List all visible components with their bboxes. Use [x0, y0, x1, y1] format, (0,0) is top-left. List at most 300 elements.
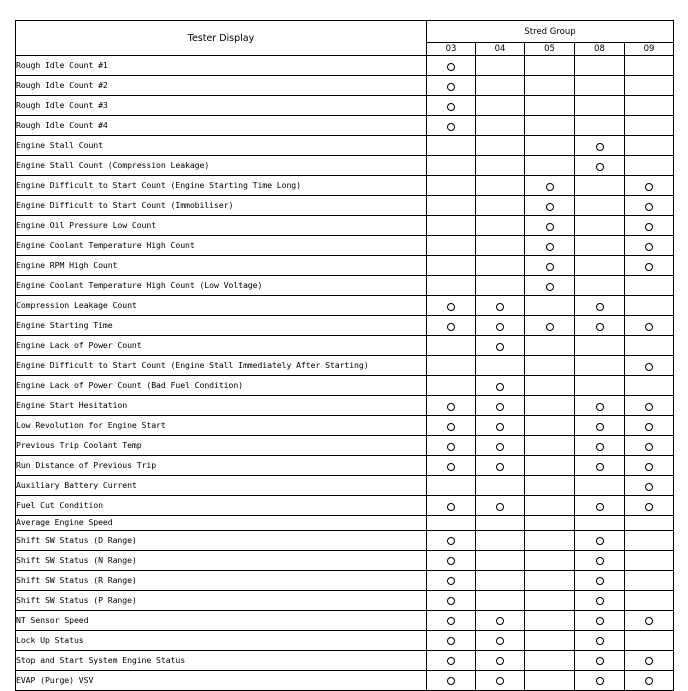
mark-cell-08: [575, 416, 625, 436]
table-row: [16, 610, 674, 630]
mark-cell-03: [427, 356, 476, 376]
row-label: Run Distance of Previous Trip: [16, 456, 427, 476]
mark-cell-04: [476, 376, 525, 396]
row-label: Compression Leakage Count: [16, 296, 427, 316]
row-label: Engine Stall Count (Compression Leakage): [16, 156, 427, 176]
mark-cell-04: [476, 116, 525, 136]
mark-cell-04: [476, 156, 525, 176]
mark-cell-09: [625, 516, 674, 531]
applicable-circle-icon: [596, 443, 604, 451]
row-label: Shift SW Status (R Range): [16, 570, 427, 590]
mark-cell-09: [625, 670, 674, 690]
mark-cell-03: [427, 530, 476, 550]
mark-cell-08: [575, 136, 625, 156]
mark-cell-03: [427, 570, 476, 590]
mark-cell-04: [476, 136, 525, 156]
mark-cell-08: [575, 296, 625, 316]
applicable-circle-icon: [596, 537, 604, 545]
row-label: Engine Starting Time: [16, 316, 427, 336]
mark-cell-09: [625, 610, 674, 630]
mark-cell-04: [476, 216, 525, 236]
applicable-circle-icon: [596, 677, 604, 685]
applicable-circle-icon: [645, 223, 653, 231]
table-row: [16, 376, 674, 396]
mark-cell-03: [427, 396, 476, 416]
table-row: [16, 276, 674, 296]
table-row: [16, 650, 674, 670]
applicable-circle-icon: [645, 617, 653, 625]
mark-cell-09: [625, 56, 674, 76]
applicable-circle-icon: [596, 577, 604, 585]
applicable-circle-icon: [447, 597, 455, 605]
mark-cell-04: [476, 436, 525, 456]
mark-cell-09: [625, 456, 674, 476]
row-label: Engine Coolant Temperature High Count (Low Voltage): [16, 276, 427, 296]
applicable-circle-icon: [596, 423, 604, 431]
mark-cell-05: [525, 456, 575, 476]
mark-cell-09: [625, 296, 674, 316]
applicable-circle-icon: [447, 537, 455, 545]
table-row: [16, 496, 674, 516]
applicable-circle-icon: [447, 463, 455, 471]
mark-cell-08: [575, 196, 625, 216]
row-label: Average Engine Speed: [16, 516, 427, 531]
applicable-circle-icon: [546, 283, 554, 291]
tester-display-header: Tester Display: [16, 21, 427, 56]
mark-cell-08: [575, 376, 625, 396]
row-label: Engine RPM High Count: [16, 256, 427, 276]
table-row: [16, 316, 674, 336]
mark-cell-08: [575, 456, 625, 476]
mark-cell-09: [625, 76, 674, 96]
mark-cell-08: [575, 116, 625, 136]
group-code-header: 08: [575, 43, 625, 56]
applicable-circle-icon: [496, 657, 504, 665]
applicable-circle-icon: [447, 677, 455, 685]
mark-cell-09: [625, 316, 674, 336]
mark-cell-03: [427, 590, 476, 610]
applicable-circle-icon: [496, 503, 504, 511]
applicable-circle-icon: [596, 403, 604, 411]
mark-cell-04: [476, 630, 525, 650]
row-label: Engine Start Hesitation: [16, 396, 427, 416]
table-row: [16, 550, 674, 570]
row-label: Shift SW Status (N Range): [16, 550, 427, 570]
mark-cell-08: [575, 396, 625, 416]
applicable-circle-icon: [645, 323, 653, 331]
table-row: [16, 296, 674, 316]
applicable-circle-icon: [645, 183, 653, 191]
mark-cell-04: [476, 256, 525, 276]
mark-cell-05: [525, 316, 575, 336]
table-row: [16, 356, 674, 376]
mark-cell-03: [427, 496, 476, 516]
applicable-circle-icon: [496, 383, 504, 391]
mark-cell-03: [427, 476, 476, 496]
table-row: [16, 76, 674, 96]
mark-cell-08: [575, 570, 625, 590]
applicable-circle-icon: [546, 243, 554, 251]
applicable-circle-icon: [596, 503, 604, 511]
mark-cell-09: [625, 356, 674, 376]
applicable-circle-icon: [596, 657, 604, 665]
applicable-circle-icon: [447, 577, 455, 585]
mark-cell-04: [476, 570, 525, 590]
mark-cell-03: [427, 196, 476, 216]
mark-cell-04: [476, 456, 525, 476]
mark-cell-08: [575, 336, 625, 356]
mark-cell-08: [575, 216, 625, 236]
mark-cell-08: [575, 276, 625, 296]
mark-cell-03: [427, 116, 476, 136]
applicable-circle-icon: [447, 83, 455, 91]
mark-cell-04: [476, 496, 525, 516]
mark-cell-05: [525, 376, 575, 396]
mark-cell-09: [625, 276, 674, 296]
mark-cell-08: [575, 56, 625, 76]
row-label: Engine Difficult to Start Count (Engine Stall Immediately After Starting): [16, 356, 427, 376]
mark-cell-09: [625, 630, 674, 650]
mark-cell-08: [575, 550, 625, 570]
mark-cell-03: [427, 316, 476, 336]
mark-cell-09: [625, 436, 674, 456]
applicable-circle-icon: [546, 203, 554, 211]
mark-cell-04: [476, 670, 525, 690]
row-label: Auxiliary Battery Current: [16, 476, 427, 496]
mark-cell-04: [476, 550, 525, 570]
applicable-circle-icon: [645, 657, 653, 665]
applicable-circle-icon: [596, 163, 604, 171]
mark-cell-04: [476, 356, 525, 376]
applicable-circle-icon: [546, 323, 554, 331]
applicable-circle-icon: [496, 677, 504, 685]
mark-cell-09: [625, 236, 674, 256]
applicable-circle-icon: [496, 443, 504, 451]
applicable-circle-icon: [447, 657, 455, 665]
table-row: [16, 136, 674, 156]
mark-cell-09: [625, 116, 674, 136]
mark-cell-03: [427, 516, 476, 531]
table-row: [16, 530, 674, 550]
row-label: EVAP (Purge) VSV: [16, 670, 427, 690]
mark-cell-04: [476, 56, 525, 76]
table-row: [16, 176, 674, 196]
mark-cell-08: [575, 590, 625, 610]
mark-cell-05: [525, 296, 575, 316]
mark-cell-09: [625, 496, 674, 516]
mark-cell-05: [525, 610, 575, 630]
mark-cell-04: [476, 96, 525, 116]
mark-cell-05: [525, 670, 575, 690]
mark-cell-03: [427, 630, 476, 650]
applicable-circle-icon: [645, 403, 653, 411]
applicable-circle-icon: [596, 303, 604, 311]
mark-cell-04: [476, 396, 525, 416]
mark-cell-08: [575, 530, 625, 550]
mark-cell-03: [427, 336, 476, 356]
mark-cell-04: [476, 476, 525, 496]
mark-cell-03: [427, 96, 476, 116]
mark-cell-05: [525, 496, 575, 516]
table-row: [16, 570, 674, 590]
mark-cell-05: [525, 196, 575, 216]
row-label: Engine Oil Pressure Low Count: [16, 216, 427, 236]
mark-cell-09: [625, 396, 674, 416]
mark-cell-08: [575, 436, 625, 456]
mark-cell-05: [525, 56, 575, 76]
mark-cell-04: [476, 236, 525, 256]
mark-cell-03: [427, 296, 476, 316]
applicable-circle-icon: [496, 343, 504, 351]
mark-cell-08: [575, 356, 625, 376]
applicable-circle-icon: [596, 143, 604, 151]
mark-cell-03: [427, 456, 476, 476]
mark-cell-04: [476, 316, 525, 336]
applicable-circle-icon: [447, 403, 455, 411]
mark-cell-08: [575, 156, 625, 176]
applicable-circle-icon: [546, 223, 554, 231]
row-label: Engine Stall Count: [16, 136, 427, 156]
mark-cell-09: [625, 336, 674, 356]
mark-cell-08: [575, 516, 625, 531]
stred-group-header: Stred Group: [427, 21, 674, 43]
mark-cell-03: [427, 610, 476, 630]
applicable-circle-icon: [596, 637, 604, 645]
mark-cell-09: [625, 476, 674, 496]
applicable-circle-icon: [645, 443, 653, 451]
mark-cell-04: [476, 76, 525, 96]
mark-cell-05: [525, 590, 575, 610]
mark-cell-05: [525, 136, 575, 156]
mark-cell-09: [625, 196, 674, 216]
mark-cell-03: [427, 56, 476, 76]
table-row: [16, 630, 674, 650]
group-code-header: 04: [476, 43, 525, 56]
tester-display-table: [15, 20, 674, 691]
table-row: [16, 476, 674, 496]
group-code-header: 03: [427, 43, 476, 56]
mark-cell-08: [575, 630, 625, 650]
mark-cell-04: [476, 416, 525, 436]
applicable-circle-icon: [645, 243, 653, 251]
table-row: [16, 516, 674, 531]
mark-cell-05: [525, 176, 575, 196]
applicable-circle-icon: [496, 323, 504, 331]
table-row: [16, 96, 674, 116]
mark-cell-04: [476, 590, 525, 610]
mark-cell-03: [427, 550, 476, 570]
table-body: [16, 56, 674, 691]
mark-cell-09: [625, 376, 674, 396]
mark-cell-05: [525, 416, 575, 436]
mark-cell-03: [427, 376, 476, 396]
applicable-circle-icon: [546, 183, 554, 191]
mark-cell-05: [525, 396, 575, 416]
applicable-circle-icon: [447, 637, 455, 645]
mark-cell-05: [525, 516, 575, 531]
applicable-circle-icon: [546, 263, 554, 271]
applicable-circle-icon: [496, 423, 504, 431]
mark-cell-09: [625, 550, 674, 570]
applicable-circle-icon: [596, 463, 604, 471]
mark-cell-04: [476, 196, 525, 216]
row-label: Rough Idle Count #2: [16, 76, 427, 96]
row-label: Engine Lack of Power Count: [16, 336, 427, 356]
mark-cell-09: [625, 570, 674, 590]
mark-cell-05: [525, 116, 575, 136]
mark-cell-04: [476, 610, 525, 630]
mark-cell-09: [625, 530, 674, 550]
mark-cell-09: [625, 256, 674, 276]
applicable-circle-icon: [447, 423, 455, 431]
mark-cell-03: [427, 256, 476, 276]
mark-cell-03: [427, 136, 476, 156]
mark-cell-04: [476, 336, 525, 356]
applicable-circle-icon: [496, 463, 504, 471]
applicable-circle-icon: [645, 677, 653, 685]
mark-cell-05: [525, 76, 575, 96]
mark-cell-08: [575, 496, 625, 516]
mark-cell-08: [575, 610, 625, 630]
mark-cell-04: [476, 296, 525, 316]
applicable-circle-icon: [496, 403, 504, 411]
mark-cell-09: [625, 136, 674, 156]
mark-cell-09: [625, 176, 674, 196]
table-row: [16, 436, 674, 456]
mark-cell-09: [625, 416, 674, 436]
mark-cell-08: [575, 316, 625, 336]
mark-cell-05: [525, 236, 575, 256]
group-code-header: 05: [525, 43, 575, 56]
mark-cell-05: [525, 570, 575, 590]
mark-cell-05: [525, 156, 575, 176]
mark-cell-05: [525, 216, 575, 236]
mark-cell-08: [575, 176, 625, 196]
row-label: Previous Trip Coolant Temp: [16, 436, 427, 456]
mark-cell-03: [427, 436, 476, 456]
applicable-circle-icon: [645, 423, 653, 431]
mark-cell-03: [427, 176, 476, 196]
applicable-circle-icon: [596, 617, 604, 625]
table-row: [16, 456, 674, 476]
table-row: [16, 156, 674, 176]
mark-cell-04: [476, 176, 525, 196]
mark-cell-05: [525, 336, 575, 356]
table-row: [16, 116, 674, 136]
table-row: [16, 216, 674, 236]
applicable-circle-icon: [645, 503, 653, 511]
row-label: Engine Coolant Temperature High Count: [16, 236, 427, 256]
mark-cell-08: [575, 670, 625, 690]
applicable-circle-icon: [447, 617, 455, 625]
mark-cell-05: [525, 476, 575, 496]
mark-cell-05: [525, 630, 575, 650]
row-label: Rough Idle Count #1: [16, 56, 427, 76]
mark-cell-05: [525, 256, 575, 276]
table-row: [16, 256, 674, 276]
row-label: NT Sensor Speed: [16, 610, 427, 630]
mark-cell-03: [427, 236, 476, 256]
row-label: Low Revolution for Engine Start: [16, 416, 427, 436]
mark-cell-05: [525, 356, 575, 376]
mark-cell-03: [427, 650, 476, 670]
applicable-circle-icon: [596, 597, 604, 605]
mark-cell-03: [427, 416, 476, 436]
mark-cell-05: [525, 436, 575, 456]
mark-cell-09: [625, 96, 674, 116]
applicable-circle-icon: [645, 463, 653, 471]
table-row: [16, 56, 674, 76]
mark-cell-03: [427, 76, 476, 96]
table-row: [16, 670, 674, 690]
mark-cell-05: [525, 530, 575, 550]
mark-cell-04: [476, 530, 525, 550]
applicable-circle-icon: [496, 303, 504, 311]
row-label: Rough Idle Count #4: [16, 116, 427, 136]
mark-cell-04: [476, 276, 525, 296]
applicable-circle-icon: [447, 103, 455, 111]
applicable-circle-icon: [447, 443, 455, 451]
row-label: Engine Difficult to Start Count (Engine Starting Time Long): [16, 176, 427, 196]
row-label: Stop and Start System Engine Status: [16, 650, 427, 670]
table-row: [16, 396, 674, 416]
applicable-circle-icon: [447, 557, 455, 565]
mark-cell-08: [575, 650, 625, 670]
mark-cell-05: [525, 550, 575, 570]
mark-cell-03: [427, 216, 476, 236]
mark-cell-04: [476, 516, 525, 531]
applicable-circle-icon: [447, 503, 455, 511]
row-label: Engine Difficult to Start Count (Immobiliser): [16, 196, 427, 216]
applicable-circle-icon: [447, 123, 455, 131]
mark-cell-05: [525, 650, 575, 670]
table-row: [16, 416, 674, 436]
applicable-circle-icon: [645, 363, 653, 371]
mark-cell-03: [427, 670, 476, 690]
mark-cell-09: [625, 156, 674, 176]
applicable-circle-icon: [596, 557, 604, 565]
table-row: [16, 236, 674, 256]
mark-cell-08: [575, 96, 625, 116]
mark-cell-05: [525, 276, 575, 296]
applicable-circle-icon: [645, 483, 653, 491]
applicable-circle-icon: [447, 63, 455, 71]
mark-cell-08: [575, 476, 625, 496]
mark-cell-09: [625, 590, 674, 610]
mark-cell-05: [525, 96, 575, 116]
row-label: Fuel Cut Condition: [16, 496, 427, 516]
mark-cell-03: [427, 276, 476, 296]
mark-cell-04: [476, 650, 525, 670]
mark-cell-08: [575, 256, 625, 276]
applicable-circle-icon: [447, 303, 455, 311]
group-code-header: 09: [625, 43, 674, 56]
applicable-circle-icon: [596, 323, 604, 331]
mark-cell-08: [575, 76, 625, 96]
applicable-circle-icon: [645, 263, 653, 271]
row-label: Shift SW Status (D Range): [16, 530, 427, 550]
mark-cell-09: [625, 650, 674, 670]
row-label: Lock Up Status: [16, 630, 427, 650]
row-label: Shift SW Status (P Range): [16, 590, 427, 610]
applicable-circle-icon: [496, 637, 504, 645]
mark-cell-03: [427, 156, 476, 176]
row-label: Rough Idle Count #3: [16, 96, 427, 116]
table-row: [16, 196, 674, 216]
applicable-circle-icon: [496, 617, 504, 625]
table-row: [16, 336, 674, 356]
row-label: Engine Lack of Power Count (Bad Fuel Condition): [16, 376, 427, 396]
